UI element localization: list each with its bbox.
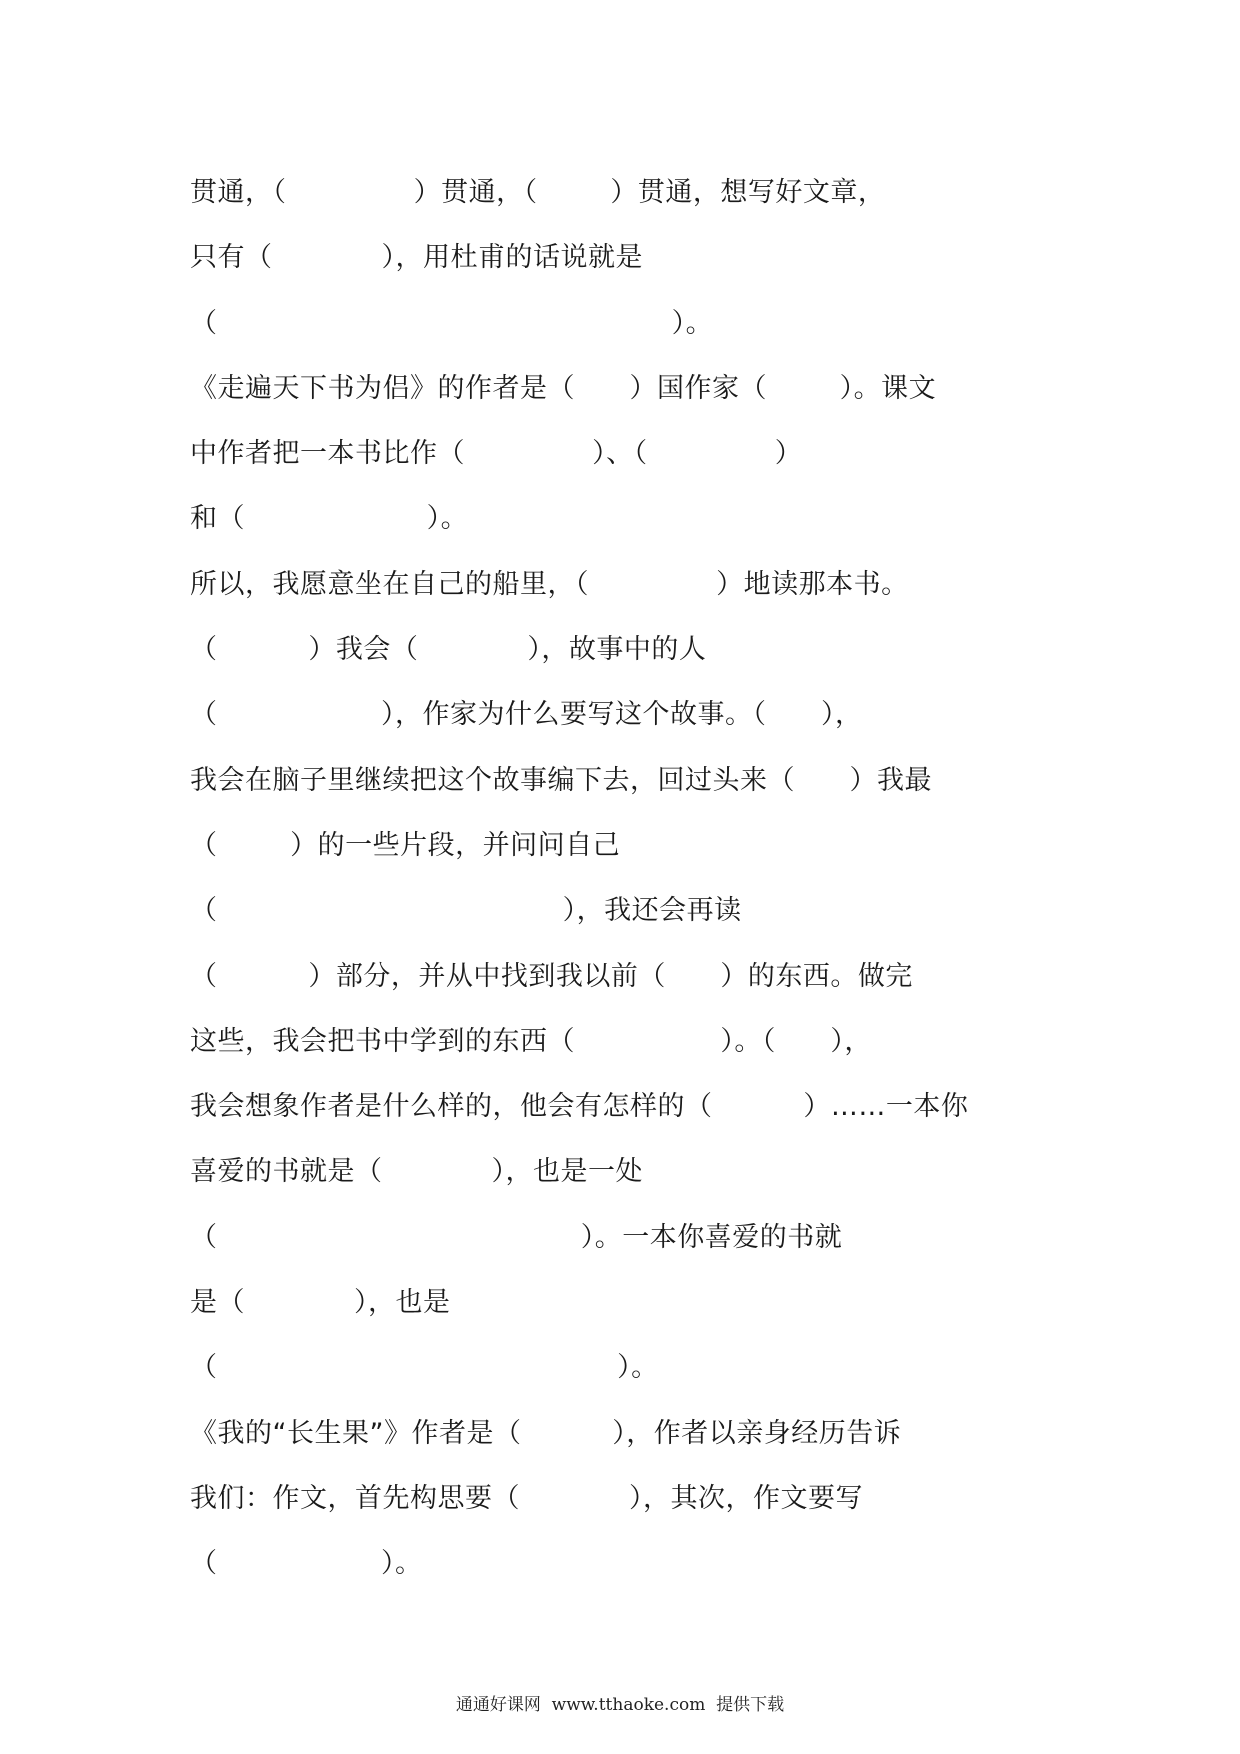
- text-line-16: 喜爱的书就是（ ），也是一处: [190, 1156, 643, 1188]
- text-line-20: 《我的“长生果”》作者是（ ），作者以亲身经历告诉: [190, 1417, 902, 1449]
- text-line-10: 我会在脑子里继续把这个故事编下去，回过头来（ ）我最: [190, 764, 932, 796]
- worksheet-body: [190, 160, 1070, 1597]
- text-line-5: 中作者把一本书比作（ ）、（ ）: [190, 438, 803, 470]
- text-line-6: 和（ ）。: [190, 503, 469, 535]
- text-line-8: （ ）我会（ ），故事中的人: [190, 634, 707, 666]
- text-line-21: 我们：作文，首先构思要（ ），其次，作文要写: [190, 1482, 863, 1514]
- text-line-7: 所以，我愿意坐在自己的船里，（ ）地读那本书。: [190, 568, 909, 600]
- text-line-2: 只有（ ），用杜甫的话说就是: [190, 242, 643, 274]
- text-line-12: （ ），我还会再读: [190, 895, 742, 927]
- text-line-9: （ ），作家为什么要写这个故事。（ ），: [190, 699, 863, 731]
- text-line-14: 这些，我会把书中学到的东西（ ）。（ ），: [190, 1025, 872, 1057]
- text-line-11: （ ）的一些片段，并问问自己: [190, 829, 621, 861]
- footer-credit: 通通好课网 www.tthaoke.com 提供下载: [455, 1695, 785, 1715]
- text-line-18: 是（ ），也是: [190, 1287, 451, 1319]
- text-line-13: （ ）部分，并从中找到我以前（ ）的东西。做完: [190, 960, 913, 992]
- text-line-19: （ ）。: [190, 1352, 659, 1384]
- text-line-4: 《走遍天下书为侣》的作者是（ ）国作家（ ）。课文: [190, 372, 937, 404]
- text-line-22: （ ）。: [190, 1548, 423, 1580]
- text-line-15: 我会想象作者是什么样的，他会有怎样的（ ）……一本你: [190, 1091, 969, 1123]
- text-line-3: （ ）。: [190, 307, 714, 339]
- text-line-17: （ ）。一本你喜爱的书就: [190, 1221, 843, 1253]
- text-line-1: 贯通，（ ）贯通，（ ）贯通，想写好文章，: [190, 177, 886, 208]
